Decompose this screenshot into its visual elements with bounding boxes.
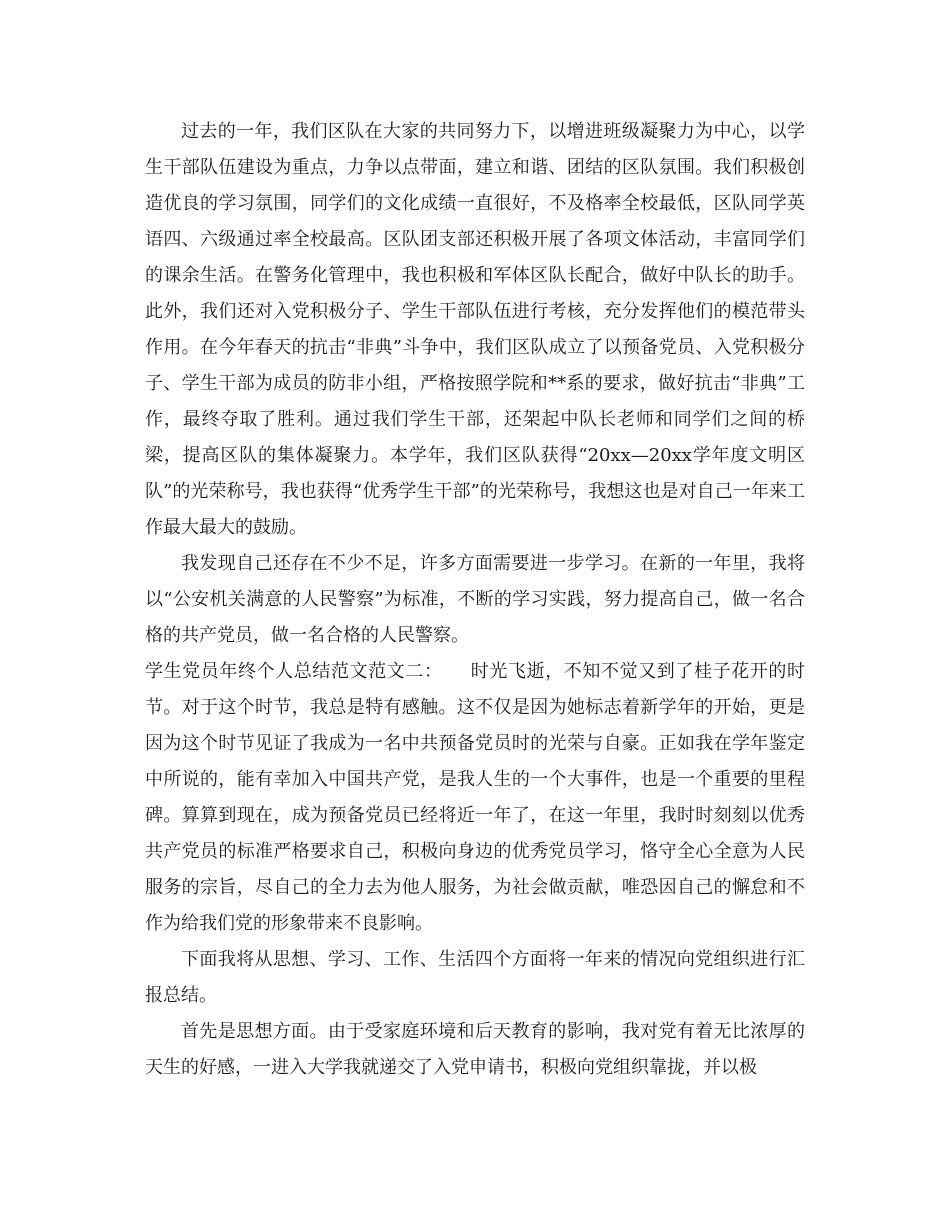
paragraph-5: 首先是思想方面。由于受家庭环境和后天教育的影响，我对党有着无比浓厚的天生的好感，一进入大学我就递交了入党申请书，积极向党组织靠拢，并以极 — [145, 1021, 805, 1078]
paragraph-2: 我发现自己还存在不少不足，许多方面需要进一步学习。在新的一年里，我将以“公安机关满意的人民警察”为标准，不断的学习实践，努力提高自己，做一名合格的共产党员，做一名合格的人民警察。 — [145, 553, 805, 646]
document-body — [145, 114, 805, 1086]
paragraph-1: 过去的一年，我们区队在大家的共同努力下，以增进班级凝聚力为中心，以学生干部队伍建设为重点，力争以点带面，建立和谐、团结的区队氛围。我们积极创造优良的学习氛围，同学们的文化成绩一直很好，不及格率全校最低，区队同学英语四、六级通过率全校最高。区队团支部还积极开展了各项文体活动，丰富同学们的课余生活。在警务化管理中，我也积极和军体区队长配合，做好中队长的助手。此外，我们还对入党积极分子、学生干部队伍进行考核，充分发挥他们的模范带头作用。在今年春天的抗击“非典”斗争中，我们区队成立了以预备党员、入党积极分子、学生干部为成员的防非小组，严格按照学院和**系的要求，做好抗击“非典”工作，最终夺取了胜利。通过我们学生干部，还架起中队长老师和同学们之间的桥梁，提高区队的集体凝聚力。本学年，我们区队获得“20xx—20xx学年度文明区队”的光荣称号，我也获得“优秀学生干部”的光荣称号，我想这也是对自己一年来工作最大最大的鼓励。 — [145, 121, 805, 538]
paragraph-4: 下面我将从思想、学习、工作、生活四个方面将一年来的情况向党组织进行汇报总结。 — [145, 949, 805, 1006]
paragraph-3: 学生党员年终个人总结范文范文二： 时光飞逝，不知不觉又到了桂子花开的时节。对于这个时节，我总是特有感触。这不仅是因为她标志着新学年的开始，更是因为这个时节见证了我成为一名中共预备党员时的光荣与自豪。正如我在学年鉴定中所说的，能有幸加入中国共产党，是我人生的一个大事件，也是一个重要的里程碑。算算到现在，成为预备党员已经将近一年了，在这一年里，我时时刻刻以优秀共产党员的标准严格要求自己，积极向身边的优秀党员学习，恪守全心全意为人民服务的宗旨，尽自己的全力去为他人服务，为社会做贡献，唯恐因自己的懈怠和不作为给我们党的形象带来不良影响。 — [145, 661, 805, 934]
